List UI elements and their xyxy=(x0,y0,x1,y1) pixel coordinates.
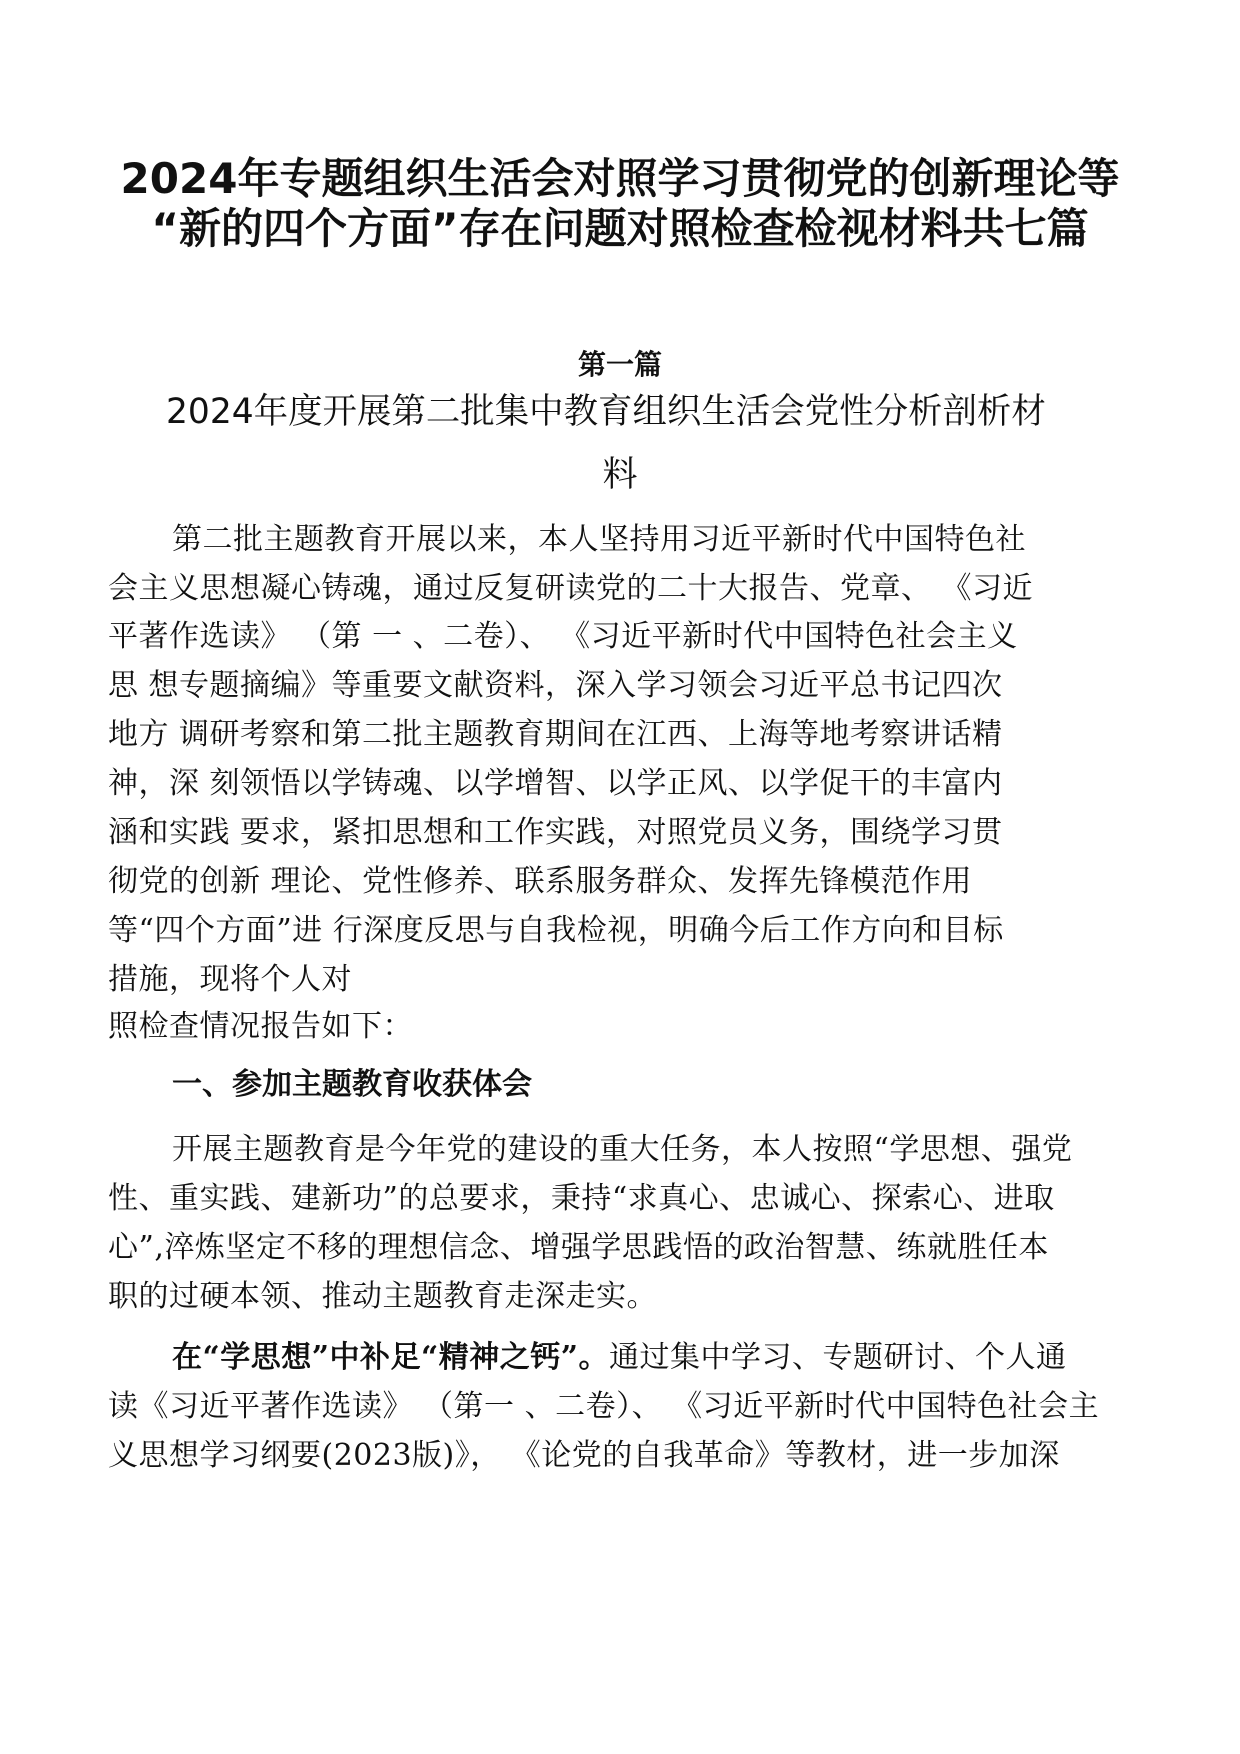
chapter-subtitle-line-1: 2024年度开展第二批集中教育组织生活会党性分析剖析材 xyxy=(166,392,1046,432)
intro-line: 神，深 刻领悟以学铸魂、以学增智、以学正风、以学促干的丰富内 xyxy=(108,766,1003,801)
section-heading: 一、参加主题教育收获体会 xyxy=(172,1067,532,1102)
paragraph-bold-lead: 在“学思想”中补足“精神之钙”。 xyxy=(172,1340,610,1375)
intro-line: 措施，现将个人对 xyxy=(108,962,352,997)
intro-line: 地方 调研考察和第二批主题教育期间在江西、上海等地考察讲话精 xyxy=(108,717,1003,752)
document-title-line-2: “新的四个方面”存在问题对照检查检视材料共七篇 xyxy=(151,204,1089,253)
intro-line: 思 想专题摘编》等重要文献资料，深入学习领会习近平总书记四次 xyxy=(108,668,1003,703)
intro-line: 第二批主题教育开展以来，本人坚持用习近平新时代中国特色社 xyxy=(172,522,1026,557)
intro-line: 照检查情况报告如下： xyxy=(108,1009,413,1044)
intro-line: 平著作选读》 （第 一 、二卷）、 《习近平新时代中国特色社会主义 xyxy=(108,619,1018,654)
paragraph-line-rest: 通过集中学习、专题研讨、个人通 xyxy=(609,1340,1067,1375)
section-line: 开展主题教育是今年党的建设的重大任务，本人按照“学思想、强党 xyxy=(172,1132,1073,1167)
section-line: 职的过硬本领、推动主题教育走深走实。 xyxy=(108,1279,657,1314)
paragraph-line: 读《习近平著作选读》 （第一 、二卷）、 《习近平新时代中国特色社会主 xyxy=(108,1389,1100,1424)
chapter-subtitle-line-2: 料 xyxy=(602,455,638,495)
paragraph-line xyxy=(172,1338,1067,1378)
document-title-line-1: 2024年专题组织生活会对照学习贯彻党的创新理论等 xyxy=(120,154,1120,203)
paragraph-line: 义思想学习纲要(2023版)》， 《论党的自我革命》等教材，进一步加深 xyxy=(108,1438,1060,1473)
section-line: 性、重实践、建新功”的总要求，秉持“求真心、忠诚心、探索心、进取 xyxy=(108,1181,1055,1216)
intro-line: 涵和实践 要求，紧扣思想和工作实践，对照党员义务，围绕学习贯 xyxy=(108,815,1003,850)
intro-line: 会主义思想凝心铸魂，通过反复研读党的二十大报告、党章、 《习近 xyxy=(108,571,1034,606)
intro-line: 等“四个方面”进 行深度反思与自我检视，明确今后工作方向和目标 xyxy=(108,913,1004,948)
intro-line: 彻党的创新 理论、党性修养、联系服务群众、发挥先锋模范作用 xyxy=(108,864,973,899)
chapter-label: 第一篇 xyxy=(577,348,662,381)
section-line: 心”,淬炼坚定不移的理想信念、增强学思践悟的政治智慧、练就胜任本 xyxy=(108,1230,1049,1265)
